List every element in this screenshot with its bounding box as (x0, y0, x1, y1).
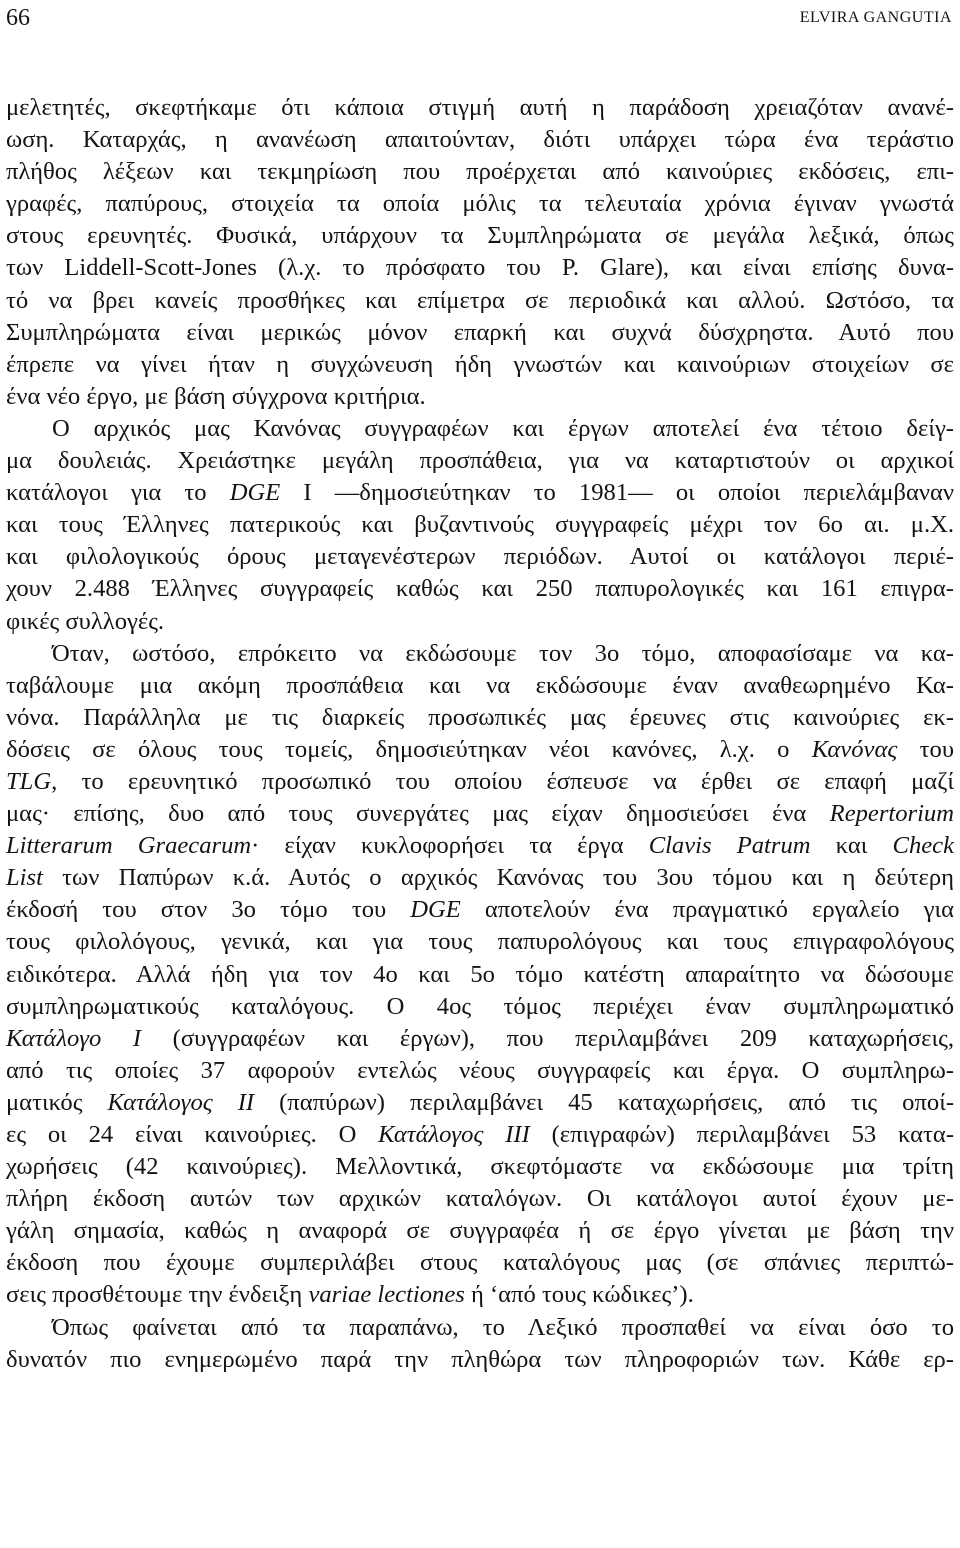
text-line: ωση. Καταρχάς, η ανανέωση απαιτούνταν, διότι υπάρχει τώρα ένα τεράστιο (6, 126, 954, 154)
text-line: Όπως φαίνεται από τα παραπάνω, το Λεξικό προσπαθεί να είναι όσο το (52, 1313, 954, 1341)
text-line: List των Παπύρων κ.ά. Αυτός ο αρχικός Κανόνας του 3ου τόμου και η δεύτερη (6, 864, 954, 892)
text-line: ες οι 24 είναι καινούριες. Ο Κατάλογος ΙΙΙ (επιγραφών) περιλαμβάνει 53 κατα- (6, 1121, 955, 1148)
text-line: μελετητές, σκεφτήκαμε ότι κάποια στιγμή αυτή η παράδοση χρειαζόταν ανανέ- (6, 94, 954, 121)
text-line: έκδοση που έχουμε συμπεριλάβει στους καταλόγους μας (σε σπάνιες περιπτώ- (6, 1249, 954, 1277)
text-line: Συμπληρώματα είναι μερικώς μόνον επαρκή και συχνά δύσχρηστα. Αυτό που (6, 318, 954, 346)
italic-term: Κατάλογος ΙΙΙ (378, 1121, 530, 1148)
italic-term: DGE (229, 479, 281, 507)
italic-term: Κατάλογος ΙΙ (107, 1088, 255, 1116)
text-line: και φιλολογικούς όρους μεταγενέστερων περιόδων. Αυτοί οι κατάλογοι περιέ- (6, 543, 954, 571)
text-line: δυνατόν πιο ενημερωμένο παρά την πληθώρα των πληροφοριών των. Κάθε ερ- (6, 1345, 954, 1373)
italic-term: TLG (6, 767, 52, 795)
text-line: Κατάλογο Ι (συγγραφέων και έργων), που περιλαμβάνει 209 καταχωρήσεις, (6, 1024, 954, 1052)
text-line: ειδικότερα. Αλλά ήδη για τον 4ο και 5ο τόμο κατέστη απαραίτητο να δώσουμε (6, 960, 954, 988)
text-line: φικές συλλογές. (6, 607, 165, 635)
text-line: μα δουλειάς. Χρειάστηκε μεγάλη προσπάθεια, για να καταρτιστούν οι αρχικοί (6, 447, 954, 475)
text-line: κατάλογοι για το DGE I —δημοσιεύτηκαν το 1981— οι οποίοι περιελάμβαναν (6, 479, 954, 507)
text-line: χουν 2.488 Έλληνες συγγραφείς καθώς και 250 παπυρολογικές και 161 επιγρα- (6, 575, 954, 603)
running-head: ELVIRA GANGUTIA (799, 9, 952, 26)
text-line: συμπληρωματικούς καταλόγους. Ο 4ος τόμος περιέχει έναν συμπληρωματικό (6, 992, 954, 1020)
italic-term: Check (892, 832, 954, 860)
italic-term: Κατάλογο Ι (6, 1024, 142, 1052)
text-line: πλήρη έκδοση αυτών των αρχικών καταλόγων. Οι κατάλογοι αυτοί έχουν με- (6, 1185, 954, 1213)
text-line: έκδοσή του στον 3ο τόμο του DGE αποτελούν ένα πραγματικό εργαλείο για (6, 896, 954, 924)
text-line: Όταν, ωστόσο, επρόκειτο να εκδώσουμε τον 3ο τόμο, αποφασίσαμε να κα- (52, 639, 954, 667)
text-line: Ο αρχικός μας Κανόνας συγγραφέων και έργων αποτελεί ένα τέτοιο δείγ- (52, 414, 954, 442)
italic-term: Clavis Patrum (648, 832, 811, 860)
text-line: και τους Έλληνες πατερικούς και βυζαντινούς συγγραφείς μέχρι τον 6ο αι. μ.Χ. (6, 511, 954, 539)
italic-term: DGE (410, 896, 461, 924)
body-text (6, 92, 954, 1376)
text-line: δόσεις σε όλους τους τομείς, δημοσιεύτηκαν νέοι κανόνες, λ.χ. ο Κανόνας του (6, 735, 954, 763)
text-line: Litterarum Graecarum· είχαν κυκλοφορήσει τα έργα Clavis Patrum και Check (6, 832, 954, 860)
italic-term: Litterarum Graecarum (6, 832, 252, 860)
text-line: μας· επίσης, δυο από τους συνεργάτες μας είχαν δημοσιεύσει ένα Repertorium (6, 800, 954, 828)
italic-term: Κανόνας (811, 735, 898, 763)
text-line: ταβάλουμε μια ακόμη προσπάθεια και να εκδώσουμε έναν αναθεωρημένο Κα- (6, 671, 954, 699)
text-line: πλήθος λέξεων και τεκμηρίωση που προέρχεται από καινούριες εκδόσεις, επι- (6, 158, 954, 186)
text-line: των Liddell-Scott-Jones (λ.χ. το πρόσφατο του P. Glare), και είναι επίσης δυνα- (6, 254, 954, 282)
text-line: ματικός Κατάλογος ΙΙ (παπύρων) περιλαμβάνει 45 καταχωρήσεις, από τις οποί- (6, 1088, 955, 1116)
text-line: νόνα. Παράλληλα με τις διαρκείς προσωπικές μας έρευνες στις καινούριες εκ- (6, 703, 954, 731)
text-line: TLG, το ερευνητικό προσωπικό του οποίου έσπευσε να έρθει σε επαφή μαζί (6, 767, 954, 795)
text-line: τους φιλολόγους, γενικά, και για τους παπυρολόγους και τους επιγραφολόγους (6, 928, 954, 956)
text-line: τό να βρει κανείς προσθήκες και επίμετρα σε περιοδικά και αλλού. Ωστόσο, τα (6, 286, 954, 314)
text-line: χωρήσεις (42 καινούριες). Μελλοντικά, σκεφτόμαστε να εκδώσουμε μια τρίτη (6, 1153, 954, 1181)
text-line: γραφές, παπύρους, στοιχεία τα οποία μόλις τα τελευταία χρόνια έγιναν γνωστά (6, 190, 954, 218)
text-line: έπρεπε να γίνει ήταν η συγχώνευση ήδη γνωστών και καινούριων στοιχείων σε (6, 350, 954, 378)
page-number: 66 (6, 5, 30, 31)
italic-term: List (6, 864, 43, 892)
page-header (0, 0, 960, 40)
italic-term: variae lectiones (308, 1281, 465, 1309)
text-line: στους ερευνητές. Φυσικά, υπάρχουν τα Συμπληρώματα σε μεγάλα λεξικά, όπως (6, 222, 954, 250)
text-line: ένα νέο έργο, με βάση σύγχρονα κριτήρια. (6, 382, 426, 410)
text-line: από τις οποίες 37 αφορούν εντελώς νέους συγγραφείς και έργα. Ο συμπληρω- (6, 1056, 954, 1084)
italic-term: Repertorium (829, 800, 954, 828)
text-line: σεις προσθέτουμε την ένδειξη variae lectiones ή ‘από τους κώδικες’). (6, 1281, 694, 1309)
text-line: γάλη σημασία, καθώς η αναφορά σε συγγραφέα ή σε έργο γίνεται με βάση την (6, 1217, 954, 1245)
